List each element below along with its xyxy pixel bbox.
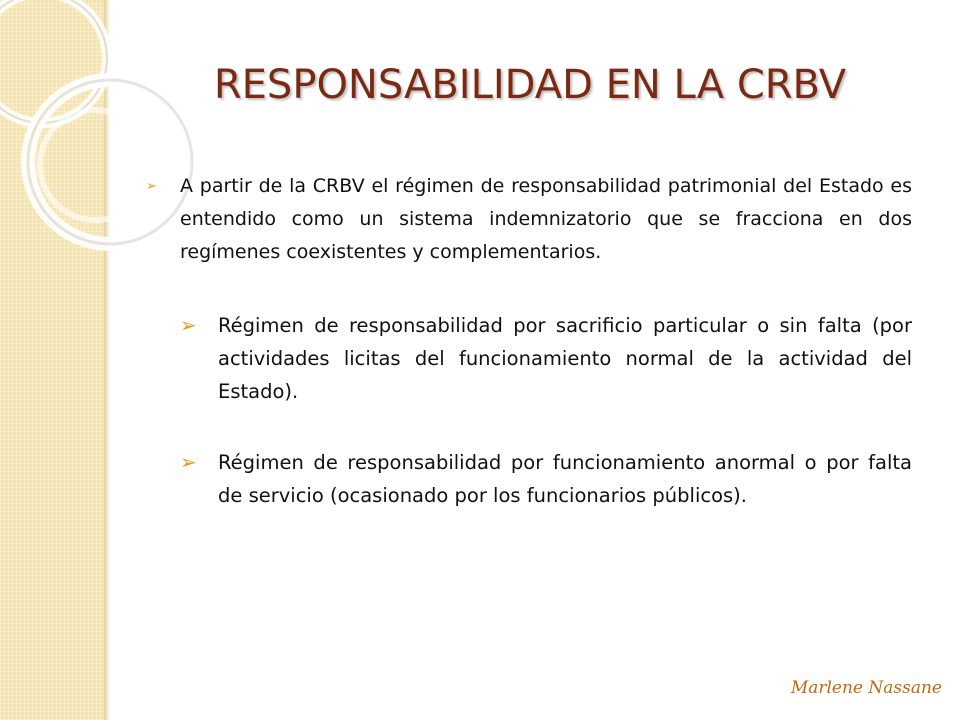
arrow-bullet-icon: ➢ [180, 450, 197, 474]
sub-bullet-text: Régimen de responsabilidad por funcionamiento anormal o por falta de servicio (ocasionado por los funcionarios públicos). [218, 451, 912, 507]
footer-author: Marlene Nassane [790, 678, 942, 698]
sub-bullet-item [180, 446, 912, 512]
bullet-text: A partir de la CRBV el régimen de responsabilidad patrimonial del Estado es entendido como un sistema indemnizatorio que se fracciona en dos regímenes coexistentes y complementarios. [180, 175, 912, 263]
arrow-bullet-icon: ➢ [146, 179, 157, 194]
arrow-bullet-icon: ➢ [180, 313, 197, 337]
sub-bullet-text: Régimen de responsabilidad por sacrificio particular o sin falta (por actividades licitas del funcionamiento normal de la actividad del Estado). [218, 314, 912, 403]
sub-bullet-item [180, 309, 912, 408]
bullet-item [142, 170, 912, 269]
slide-content [142, 170, 912, 512]
slide-title: RESPONSABILIDAD EN LA CRBV [213, 62, 847, 108]
